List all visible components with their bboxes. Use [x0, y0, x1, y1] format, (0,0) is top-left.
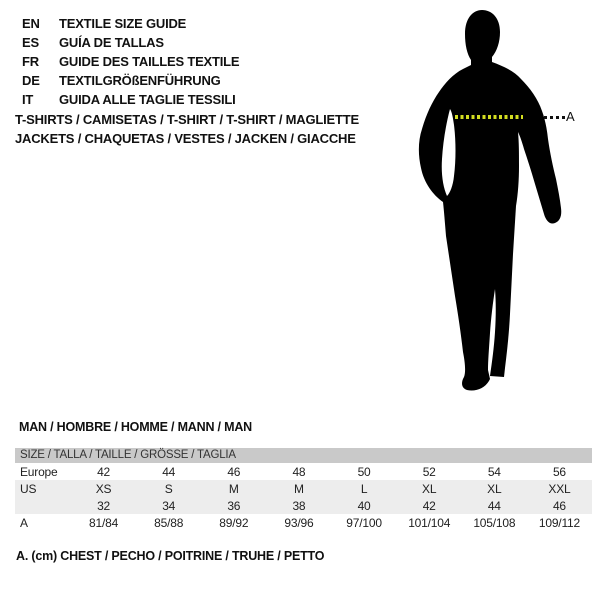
language-label: TEXTILGRÖßENFÜHRUNG — [59, 73, 221, 88]
table-cell: S — [164, 481, 173, 496]
language-row — [22, 52, 239, 71]
table-cell: 42 — [422, 498, 436, 513]
table-cell: 42 — [97, 464, 111, 479]
table-cell: 52 — [422, 464, 436, 479]
table-cell: 46 — [227, 464, 241, 479]
table-cell: XXL — [548, 481, 571, 496]
table-row-europe — [15, 463, 592, 480]
table-cell: 46 — [552, 498, 566, 513]
language-label: GUIDE DES TAILLES TEXTILE — [59, 54, 240, 69]
table-cell: M — [294, 481, 304, 496]
table-cell: 32 — [97, 498, 111, 513]
man-silhouette-icon — [415, 8, 565, 392]
table-cell: 44 — [162, 464, 176, 479]
measurement-footnote: A. (cm) CHEST / PECHO / POITRINE / TRUHE / PETTO — [16, 549, 325, 563]
language-list — [22, 14, 239, 109]
table-cell: 97/100 — [346, 515, 382, 530]
size-table — [15, 448, 592, 531]
row-label: Europe — [20, 464, 58, 479]
table-cell: 105/108 — [473, 515, 516, 530]
table-cell: 38 — [292, 498, 306, 513]
table-cell: 85/88 — [154, 515, 184, 530]
table-cell: 36 — [227, 498, 241, 513]
size-table-header: SIZE / TALLA / TAILLE / GRÖSSE / TAGLIA — [15, 448, 592, 463]
garment-categories — [15, 110, 359, 148]
table-cell: 40 — [357, 498, 371, 513]
table-cell: 56 — [552, 464, 566, 479]
chest-measure-line-pointer — [544, 116, 565, 119]
language-row — [22, 33, 239, 52]
table-cell: 48 — [292, 464, 306, 479]
section-title-man: MAN / HOMBRE / HOMME / MANN / MAN — [19, 420, 252, 434]
language-code: IT — [22, 92, 34, 107]
measure-label-a: A — [566, 109, 575, 124]
language-code: FR — [22, 54, 39, 69]
table-row-chest-cm — [15, 514, 592, 531]
row-label: US — [20, 481, 37, 496]
table-cell: XS — [95, 481, 112, 496]
table-cell: 93/96 — [284, 515, 314, 530]
table-row-us-numeric — [15, 497, 592, 514]
category-jackets: JACKETS / CHAQUETAS / VESTES / JACKEN / GIACCHE — [15, 131, 356, 146]
row-label: A — [20, 515, 28, 530]
category-tshirts: T-SHIRTS / CAMISETAS / T-SHIRT / T-SHIRT / MAGLIETTE — [15, 112, 359, 127]
table-cell: 50 — [357, 464, 371, 479]
language-code: DE — [22, 73, 40, 88]
table-cell: L — [360, 481, 368, 496]
language-row — [22, 90, 239, 109]
language-row — [22, 14, 239, 33]
language-code: EN — [22, 16, 40, 31]
language-label: GUÍA DE TALLAS — [59, 35, 164, 50]
language-label: GUIDA ALLE TAGLIE TESSILI — [59, 92, 236, 107]
table-cell: 109/112 — [538, 515, 580, 530]
table-cell: XL — [487, 481, 502, 496]
table-cell: XL — [422, 481, 437, 496]
table-cell: 89/92 — [219, 515, 249, 530]
language-code: ES — [22, 35, 39, 50]
table-cell: 44 — [487, 498, 501, 513]
language-row — [22, 71, 239, 90]
table-cell: 101/104 — [408, 515, 451, 530]
chest-measure-line-on-body — [455, 115, 523, 119]
table-row-us — [15, 480, 592, 497]
table-cell: 54 — [487, 464, 501, 479]
table-cell: 34 — [162, 498, 176, 513]
table-cell: 81/84 — [89, 515, 119, 530]
language-label: TEXTILE SIZE GUIDE — [59, 16, 187, 31]
table-cell: M — [228, 481, 239, 496]
